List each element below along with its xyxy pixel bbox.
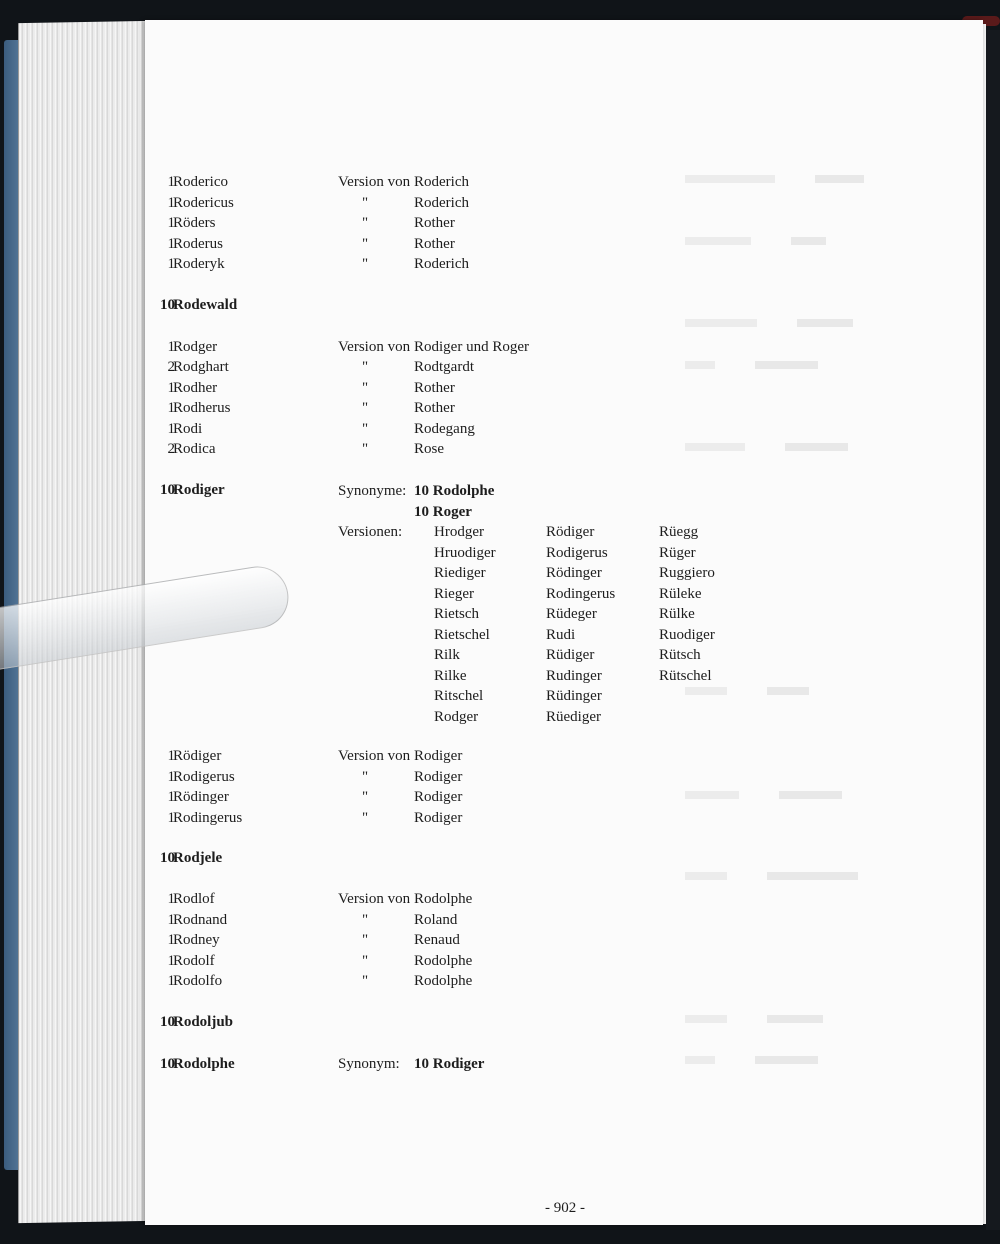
- entry-relation: ": [362, 810, 369, 826]
- entry-relation: ": [362, 912, 369, 928]
- page-number: - 902 -: [545, 1200, 585, 1216]
- entry-count: 1: [167, 953, 175, 969]
- version-item: Ruodiger: [659, 627, 715, 643]
- entry-name: Rodoljub: [173, 1014, 234, 1030]
- entry-relation: Version von: [338, 339, 411, 355]
- entry-reference: Roderich: [414, 256, 469, 272]
- entry-name: Roderus: [173, 236, 223, 252]
- entry-count: 1: [167, 236, 175, 252]
- entry-reference: Roderich: [414, 195, 469, 211]
- entry-relation: ": [362, 973, 369, 989]
- entry-count: 1: [167, 891, 175, 907]
- show-through-line: [685, 172, 864, 188]
- entry-name: Rodney: [173, 932, 220, 948]
- entry-name: Rodolf: [173, 953, 215, 969]
- synonym-item: 10 Rodiger: [414, 1056, 485, 1072]
- entry-name: Rodger: [173, 339, 218, 355]
- entry-reference: Rother: [414, 236, 455, 252]
- entry-name: Rodlof: [173, 891, 215, 907]
- entry-relation: ": [362, 932, 369, 948]
- version-item: Rülke: [659, 606, 695, 622]
- show-through-line: [685, 358, 818, 374]
- versions-label: Versionen:: [338, 524, 403, 540]
- version-item: Ritschel: [434, 688, 484, 704]
- show-through-line: [685, 684, 809, 700]
- entry-count: 10: [160, 297, 175, 313]
- entry-relation: ": [362, 400, 369, 416]
- entry-name: Röders: [173, 215, 216, 231]
- entry-count: 1: [167, 174, 175, 190]
- entry-count: 10: [160, 850, 175, 866]
- entry-relation: ": [362, 441, 369, 457]
- entry-name: Rodherus: [173, 400, 231, 416]
- entry-name: Roderico: [173, 174, 228, 190]
- entry-reference: Rodiger: [414, 789, 463, 805]
- entry-count: 10: [160, 482, 175, 498]
- entry-count: 1: [167, 215, 175, 231]
- synonym-item: 10 Rodolphe: [414, 483, 495, 499]
- version-item: Rüleke: [659, 586, 702, 602]
- entry-name: Rodher: [173, 380, 218, 396]
- synonyms-label: Synonyme:: [338, 483, 407, 499]
- entry-relation: Version von: [338, 748, 411, 764]
- version-item: Rietschel: [434, 627, 490, 643]
- version-item: Rudinger: [546, 668, 602, 684]
- version-item: Rudi: [546, 627, 576, 643]
- entry-reference: Renaud: [414, 932, 460, 948]
- show-through-line: [685, 1053, 818, 1069]
- entry-relation: Version von: [338, 891, 411, 907]
- entry-name: Roderyk: [173, 256, 225, 272]
- entry-relation: ": [362, 195, 369, 211]
- entry-name: Rodolphe: [173, 1056, 235, 1072]
- version-item: Rodingerus: [546, 586, 616, 602]
- show-through-line: [685, 1012, 823, 1028]
- entry-name: Rodigerus: [173, 769, 235, 785]
- entry-count: 10: [160, 1014, 175, 1030]
- entry-reference: Rodolphe: [414, 953, 473, 969]
- entry-reference: Rose: [414, 441, 444, 457]
- entry-reference: Rodolphe: [414, 891, 473, 907]
- show-through-line: [685, 869, 858, 885]
- entry-reference: Roderich: [414, 174, 469, 190]
- version-item: Rüediger: [546, 709, 601, 725]
- entry-count: 1: [167, 769, 175, 785]
- entry-count: 1: [167, 380, 175, 396]
- entry-count: 1: [167, 932, 175, 948]
- version-item: Rüdeger: [546, 606, 597, 622]
- entry-count: 1: [167, 400, 175, 416]
- entry-relation: ": [362, 380, 369, 396]
- entry-reference: Rodiger und Roger: [414, 339, 529, 355]
- entry-count: 2: [167, 441, 175, 457]
- entry-name: Rodghart: [173, 359, 229, 375]
- entry-relation: ": [362, 421, 369, 437]
- version-item: Rilke: [434, 668, 467, 684]
- entry-count: 1: [167, 195, 175, 211]
- entry-relation: ": [362, 256, 369, 272]
- version-item: Rütsch: [659, 647, 701, 663]
- entry-reference: Rodiger: [414, 810, 463, 826]
- entry-count: 10: [160, 1056, 175, 1072]
- entry-count: 1: [167, 748, 175, 764]
- entry-count: 1: [167, 421, 175, 437]
- entry-reference: Rodegang: [414, 421, 475, 437]
- entry-reference: Rodtgardt: [414, 359, 474, 375]
- version-item: Rüdiger: [546, 647, 595, 663]
- entry-reference: Rother: [414, 215, 455, 231]
- version-item: Hrodger: [434, 524, 484, 540]
- version-item: Ruggiero: [659, 565, 715, 581]
- version-item: Rütschel: [659, 668, 712, 684]
- entry-name: Rödiger: [173, 748, 222, 764]
- show-through-line: [685, 788, 842, 804]
- entry-reference: Rother: [414, 400, 455, 416]
- entry-count: 2: [167, 359, 175, 375]
- entry-count: 1: [167, 789, 175, 805]
- entry-relation: ": [362, 359, 369, 375]
- version-item: Hruodiger: [434, 545, 496, 561]
- version-item: Rödinger: [546, 565, 602, 581]
- entry-name: Rödinger: [173, 789, 229, 805]
- version-item: Rodger: [434, 709, 479, 725]
- entry-name: Rodewald: [173, 297, 238, 313]
- entry-relation: Version von: [338, 174, 411, 190]
- version-item: Rieger: [434, 586, 474, 602]
- entry-relation: ": [362, 789, 369, 805]
- entry-count: 1: [167, 973, 175, 989]
- entry-name: Rodericus: [173, 195, 234, 211]
- version-item: Riediger: [434, 565, 486, 581]
- book-cover-right: [986, 30, 1000, 1230]
- entry-name: Rodnand: [173, 912, 228, 928]
- entry-relation: ": [362, 953, 369, 969]
- entry-count: 1: [167, 256, 175, 272]
- entry-relation: ": [362, 215, 369, 231]
- version-item: Rödiger: [546, 524, 595, 540]
- synonym-label: Synonym:: [338, 1056, 400, 1072]
- entry-reference: Rodiger: [414, 748, 463, 764]
- entry-name: Rodingerus: [173, 810, 243, 826]
- entry-reference: Roland: [414, 912, 458, 928]
- version-item: Rüegg: [659, 524, 699, 540]
- entry-reference: Rodolphe: [414, 973, 473, 989]
- entry-name: Rodi: [173, 421, 203, 437]
- show-through-line: [685, 316, 853, 332]
- show-through-line: [685, 234, 826, 250]
- entry-reference: Rother: [414, 380, 455, 396]
- synonym-item: 10 Roger: [414, 504, 472, 520]
- version-item: Rietsch: [434, 606, 479, 622]
- entry-name: Rodiger: [173, 482, 225, 498]
- show-through-line: [685, 440, 848, 456]
- version-item: Rüdinger: [546, 688, 602, 704]
- entry-reference: Rodiger: [414, 769, 463, 785]
- entry-name: Rodica: [173, 441, 216, 457]
- entry-relation: ": [362, 236, 369, 252]
- entry-count: 1: [167, 912, 175, 928]
- version-item: Rilk: [434, 647, 460, 663]
- entry-relation: ": [362, 769, 369, 785]
- entry-name: Rodjele: [173, 850, 223, 866]
- version-item: Rüger: [659, 545, 696, 561]
- entry-name: Rodolfo: [173, 973, 223, 989]
- version-item: Rodigerus: [546, 545, 608, 561]
- entry-count: 1: [167, 810, 175, 826]
- entry-count: 1: [167, 339, 175, 355]
